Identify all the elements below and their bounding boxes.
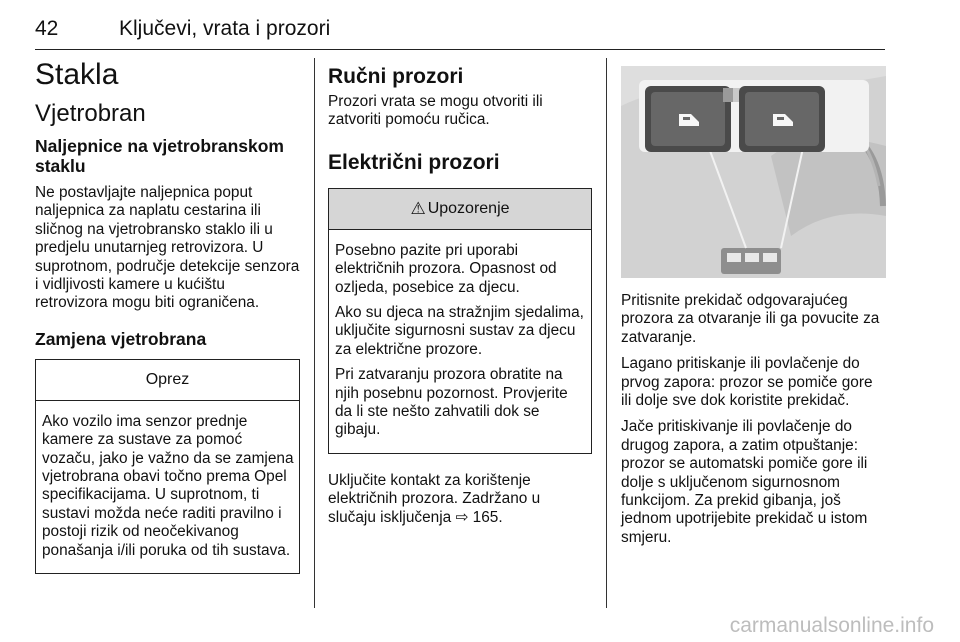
stickers-text: Ne postavljajte naljepnica poput naljepnica za naplatu cestarina ili sličnog na vjetrobransko staklo ili u predjelu unutarnjeg retrovizora. U suprotnom, područje detekcije senzora i vidljivosti kamere u kućištu retrovizora mogu biti ograničena. <box>35 184 300 312</box>
body-paragraph: Lagano pritiskanje ili povlačenje do prvog zapora: prozor se pomiče gore ili dolje sve dok koristite prekidač. <box>621 355 873 410</box>
section-title: Stakla <box>35 58 119 91</box>
stickers-heading: Naljepnice na vjetrobranskom staklu <box>35 136 284 176</box>
column-3 <box>621 66 886 555</box>
column-divider-1 <box>314 58 315 608</box>
subsection-title: Vjetrobran <box>35 100 146 127</box>
warning-paragraph: Posebno pazite pri uporabi električnih prozora. Opasnost od ozljeda, posebice za djecu. <box>335 241 557 296</box>
electric-windows-heading: Električni prozori <box>328 150 500 174</box>
window-switch-icon <box>621 66 886 278</box>
page-header <box>35 16 885 50</box>
manual-windows-text: Prozori vrata se mogu otvoriti ili zatvoriti pomoću ručica. <box>328 93 543 129</box>
column-1 <box>35 58 300 574</box>
window-switch-illustration <box>621 66 886 278</box>
column-2 <box>328 64 592 535</box>
manual-windows-heading: Ručni prozori <box>328 65 464 88</box>
warning-title: Upozorenje <box>427 199 510 217</box>
chapter-title: Ključevi, vrata i prozori <box>119 17 331 40</box>
warning-triangle-icon: ⚠ <box>410 198 426 218</box>
caution-text: Ako vozilo ima senzor prednje kamere za sustave za pomoć vozaču, jako je važno da se zamjena vjetrobrana obavi točno prema Opel specifikacijama. U suprotnom, ti sustavi možda neće raditi pravilno i postoji rizik od neočekivanog ponašanja i/ili poruka od tih sustava. <box>42 412 294 559</box>
warning-header <box>329 189 591 230</box>
page-number: 42 <box>35 17 59 40</box>
windscreen-replacement-heading: Zamjena vjetrobrana <box>35 328 207 349</box>
body-paragraph: Pritisnite prekidač odgovarajućeg prozora za otvaranje ili ga povucite za zatvaranje. <box>621 292 880 346</box>
caution-box <box>35 359 300 574</box>
caution-title: Oprez <box>36 360 299 401</box>
watermark: carmanualsonline.info <box>729 614 934 637</box>
reference-page[interactable]: 165. <box>472 508 503 526</box>
arrow-reference-icon: ⇨ <box>455 508 469 526</box>
ignition-text-body: Uključite kontakt za korištenje električnih prozora. Zadržano u slučaju isključenja <box>328 471 541 526</box>
warning-paragraph: Ako su djeca na stražnjim sjedalima, uključite sigurnosni sustav za djecu za električne prozore. <box>335 304 584 358</box>
column-divider-2 <box>606 58 607 608</box>
header-rule <box>35 49 885 50</box>
ignition-text <box>328 472 592 527</box>
warning-box <box>328 188 592 454</box>
warning-paragraph: Pri zatvaranju prozora obratite na njih posebnu pozornost. Provjerite da li ste nešto zahvatili dok se gibaju. <box>335 366 568 439</box>
body-paragraph: Jače pritiskivanje ili povlačenje do drugog zapora, a zatim otpuštanje: prozor se automatski pomiče gore ili dolje s uključenom sigurnosnom funkcijom. Za prekid gibanja, još jednom upotrijebite prekidač u istom smjeru. <box>621 418 868 546</box>
